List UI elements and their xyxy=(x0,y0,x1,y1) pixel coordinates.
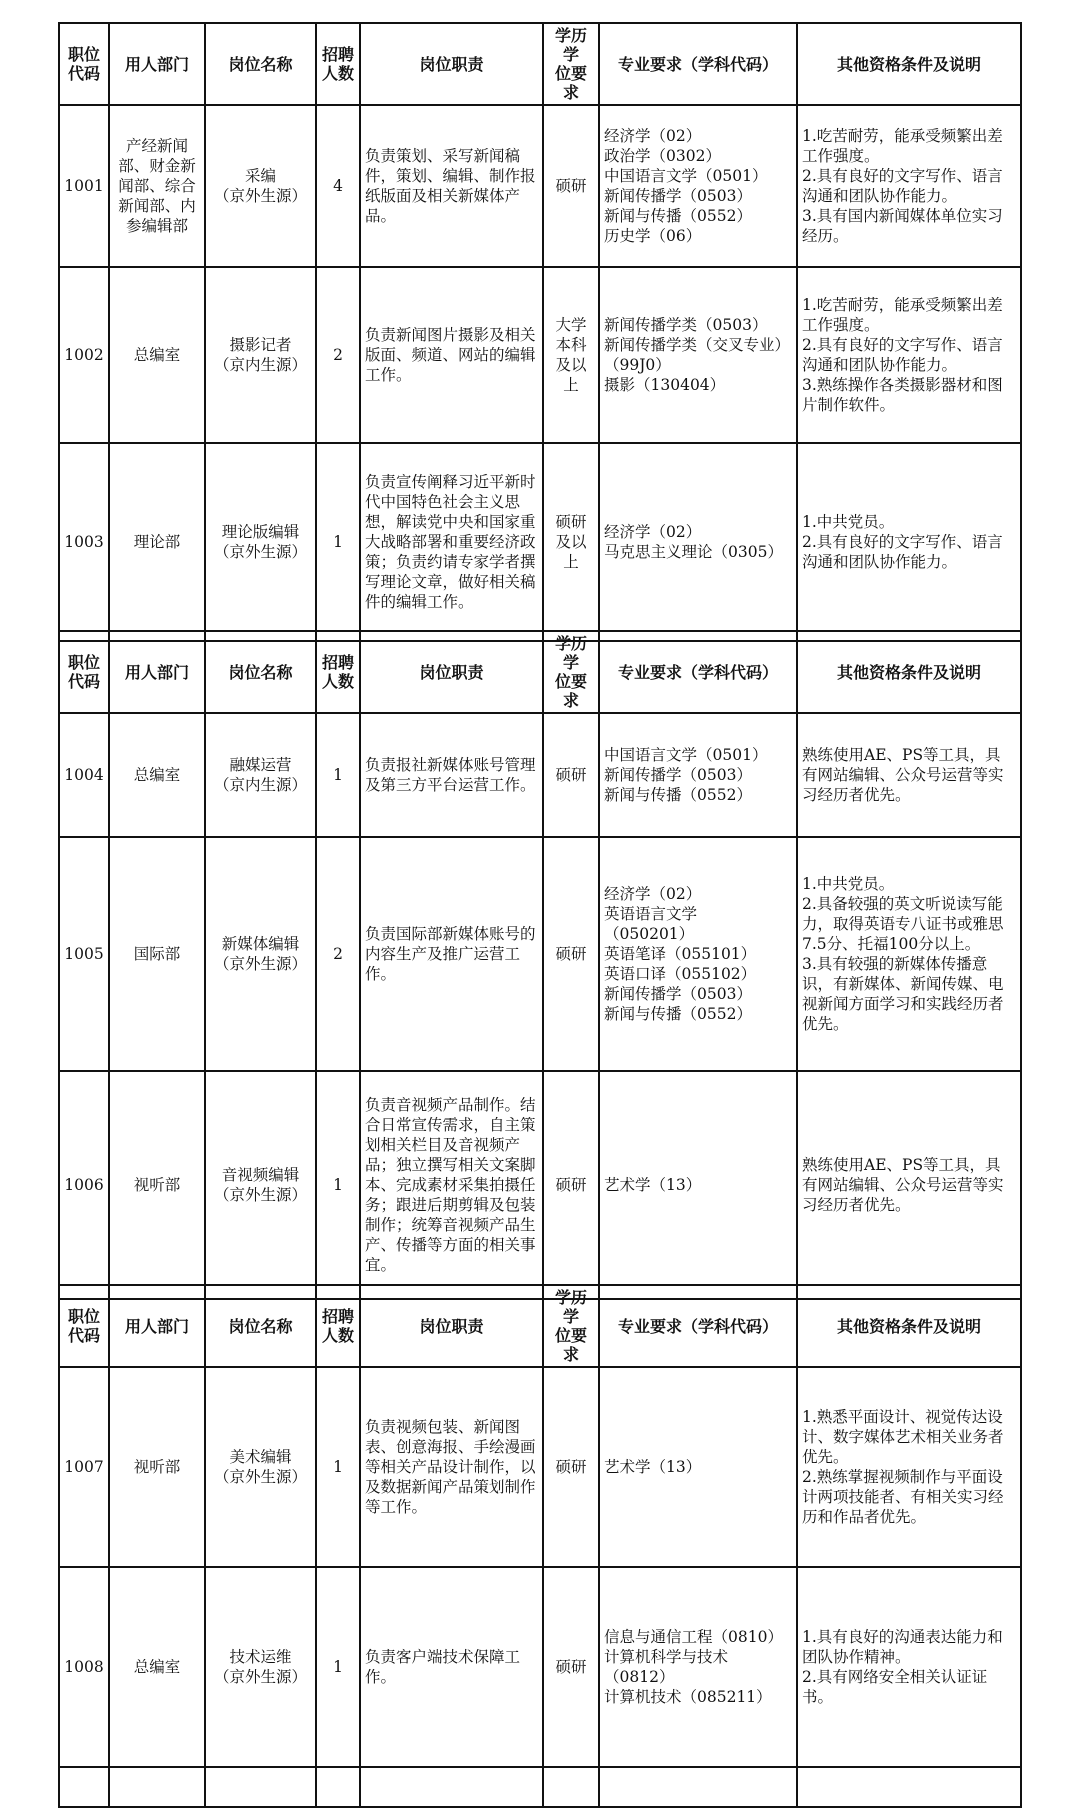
job-num: 1 xyxy=(316,443,360,641)
job-table-2 xyxy=(58,630,1022,1300)
job-name: 新媒体编辑 （京外生源） xyxy=(205,837,316,1071)
job-name: 音视频编辑 （京外生源） xyxy=(205,1071,316,1299)
job-edu: 大学本科及以上 xyxy=(543,267,599,443)
job-major: 信息与通信工程（0810） 计算机科学与技术 （0812） 计算机技术（085211） xyxy=(599,1567,797,1767)
header-name: 岗位名称 xyxy=(205,1285,316,1367)
header-edu: 学历学 位要求 xyxy=(543,1285,599,1367)
header-code: 职位 代码 xyxy=(59,23,109,105)
header-major: 专业要求（学科代码） xyxy=(599,1285,797,1367)
header-code: 职位 代码 xyxy=(59,1285,109,1367)
job-dept: 产经新闻部、财金新闻部、综合新闻部、内参编辑部 xyxy=(109,105,205,267)
job-edu: 硕研 xyxy=(543,1367,599,1567)
job-major: 经济学（02） 政治学（0302） 中国语言文学（0501） 新闻传播学（0503） 新闻与传播（0552） 历史学（06） xyxy=(599,105,797,267)
header-duty: 岗位职责 xyxy=(360,631,543,713)
job-code: 1008 xyxy=(59,1567,109,1767)
table-row xyxy=(59,1567,1021,1767)
job-other: 1.中共党员。 2.具有良好的文字写作、语言沟通和团队协作能力。 xyxy=(797,443,1021,641)
job-num: 1 xyxy=(316,1071,360,1299)
header-dept: 用人部门 xyxy=(109,23,205,105)
header-name: 岗位名称 xyxy=(205,631,316,713)
job-major: 经济学（02） 马克思主义理论（0305） xyxy=(599,443,797,641)
job-major: 艺术学（13） xyxy=(599,1071,797,1299)
job-other: 1.吃苦耐劳，能承受频繁出差工作强度。 2.具有良好的文字写作、语言沟通和团队协作能力。 3.具有国内新闻媒体单位实习经历。 xyxy=(797,105,1021,267)
job-code: 1004 xyxy=(59,713,109,837)
header-dept: 用人部门 xyxy=(109,631,205,713)
job-other: 1.中共党员。 2.具备较强的英文听说读写能力，取得英语专八证书或雅思7.5分、托福100分以上。 3.具有较强的新媒体传播意识，有新媒体、新闻传媒、电视新闻方面学习和实践经历者优先。 xyxy=(797,837,1021,1071)
job-table-3 xyxy=(58,1284,1022,1808)
job-dept: 总编室 xyxy=(109,267,205,443)
job-edu: 硕研 xyxy=(543,105,599,267)
job-code: 1005 xyxy=(59,837,109,1071)
job-major: 中国语言文学（0501） 新闻传播学（0503） 新闻与传播（0552） xyxy=(599,713,797,837)
job-dept: 视听部 xyxy=(109,1367,205,1567)
job-other: 1.吃苦耐劳，能承受频繁出差工作强度。 2.具有良好的文字写作、语言沟通和团队协作能力。 3.熟练操作各类摄影器材和图片制作软件。 xyxy=(797,267,1021,443)
table-row xyxy=(59,443,1021,641)
job-duty: 负责视频包装、新闻图表、创意海报、手绘漫画等相关产品设计制作，以及数据新闻产品策划制作等工作。 xyxy=(360,1367,543,1567)
job-edu: 硕研及以上 xyxy=(543,443,599,641)
header-edu: 学历学 位要求 xyxy=(543,23,599,105)
job-num: 2 xyxy=(316,837,360,1071)
job-duty: 负责客户端技术保障工作。 xyxy=(360,1567,543,1767)
job-num: 2 xyxy=(316,267,360,443)
job-dept: 视听部 xyxy=(109,1071,205,1299)
job-num: 1 xyxy=(316,1367,360,1567)
job-name: 摄影记者 （京内生源） xyxy=(205,267,316,443)
job-code: 1001 xyxy=(59,105,109,267)
table-header-row xyxy=(59,23,1021,105)
job-name: 融媒运营 （京内生源） xyxy=(205,713,316,837)
header-major: 专业要求（学科代码） xyxy=(599,631,797,713)
header-num: 招聘 人数 xyxy=(316,631,360,713)
job-major: 经济学（02） 英语语言文学 （050201） 英语笔译（055101） 英语口译（055102） 新闻传播学（0503） 新闻与传播（0552） xyxy=(599,837,797,1071)
job-num: 4 xyxy=(316,105,360,267)
job-dept: 国际部 xyxy=(109,837,205,1071)
job-other: 熟练使用AE、PS等工具，具有网站编辑、公众号运营等实习经历者优先。 xyxy=(797,713,1021,837)
job-dept: 总编室 xyxy=(109,1567,205,1767)
job-dept: 总编室 xyxy=(109,713,205,837)
job-duty: 负责宣传阐释习近平新时代中国特色社会主义思想，解读党中央和国家重大战略部署和重要经济政策；负责约请专家学者撰写理论文章，做好相关稿件的编辑工作。 xyxy=(360,443,543,641)
header-code: 职位 代码 xyxy=(59,631,109,713)
job-edu: 硕研 xyxy=(543,837,599,1071)
job-num: 1 xyxy=(316,713,360,837)
job-code: 1003 xyxy=(59,443,109,641)
job-other: 熟练使用AE、PS等工具，具有网站编辑、公众号运营等实习经历者优先。 xyxy=(797,1071,1021,1299)
table-row xyxy=(59,267,1021,443)
job-code: 1002 xyxy=(59,267,109,443)
header-other: 其他资格条件及说明 xyxy=(797,631,1021,713)
header-other: 其他资格条件及说明 xyxy=(797,23,1021,105)
header-major: 专业要求（学科代码） xyxy=(599,23,797,105)
job-duty: 负责国际部新媒体账号的内容生产及推广运营工作。 xyxy=(360,837,543,1071)
table-row xyxy=(59,837,1021,1071)
job-name: 技术运维 （京外生源） xyxy=(205,1567,316,1767)
job-duty: 负责新闻图片摄影及相关版面、频道、网站的编辑工作。 xyxy=(360,267,543,443)
table-header-row xyxy=(59,1285,1021,1367)
header-num: 招聘 人数 xyxy=(316,1285,360,1367)
table-row xyxy=(59,713,1021,837)
job-other: 1.熟悉平面设计、视觉传达设计、数字媒体艺术相关业务者优先。 2.熟练掌握视频制作与平面设计两项技能者、有相关实习经历和作品者优先。 xyxy=(797,1367,1021,1567)
job-duty: 负责报社新媒体账号管理及第三方平台运营工作。 xyxy=(360,713,543,837)
table-row-partial xyxy=(59,1767,1021,1807)
table-row xyxy=(59,105,1021,267)
job-name: 采编 （京外生源） xyxy=(205,105,316,267)
table-row xyxy=(59,1367,1021,1567)
header-dept: 用人部门 xyxy=(109,1285,205,1367)
header-num: 招聘 人数 xyxy=(316,23,360,105)
job-num: 1 xyxy=(316,1567,360,1767)
table-header-row xyxy=(59,631,1021,713)
job-duty: 负责音视频产品制作。结合日常宣传需求，自主策划相关栏目及音视频产品；独立撰写相关文案脚本、完成素材采集拍摄任务；跟进后期剪辑及包装制作；统筹音视频产品生产、传播等方面的相关事宜。 xyxy=(360,1071,543,1299)
job-code: 1006 xyxy=(59,1071,109,1299)
job-table-1 xyxy=(58,22,1022,642)
job-edu: 硕研 xyxy=(543,1071,599,1299)
job-major: 新闻传播学类（0503） 新闻传播学类（交叉专业）（99J0） 摄影（130404） xyxy=(599,267,797,443)
table-row xyxy=(59,1071,1021,1299)
job-code: 1007 xyxy=(59,1367,109,1567)
job-other: 1.具有良好的沟通表达能力和团队协作精神。 2.具有网络安全相关认证证书。 xyxy=(797,1567,1021,1767)
job-dept: 理论部 xyxy=(109,443,205,641)
job-major: 艺术学（13） xyxy=(599,1367,797,1567)
job-name: 理论版编辑 （京外生源） xyxy=(205,443,316,641)
header-duty: 岗位职责 xyxy=(360,23,543,105)
header-name: 岗位名称 xyxy=(205,23,316,105)
header-edu: 学历学 位要求 xyxy=(543,631,599,713)
header-duty: 岗位职责 xyxy=(360,1285,543,1367)
header-other: 其他资格条件及说明 xyxy=(797,1285,1021,1367)
job-edu: 硕研 xyxy=(543,1567,599,1767)
job-duty: 负责策划、采写新闻稿件，策划、编辑、制作报纸版面及相关新媒体产品。 xyxy=(360,105,543,267)
job-name: 美术编辑 （京外生源） xyxy=(205,1367,316,1567)
job-edu: 硕研 xyxy=(543,713,599,837)
